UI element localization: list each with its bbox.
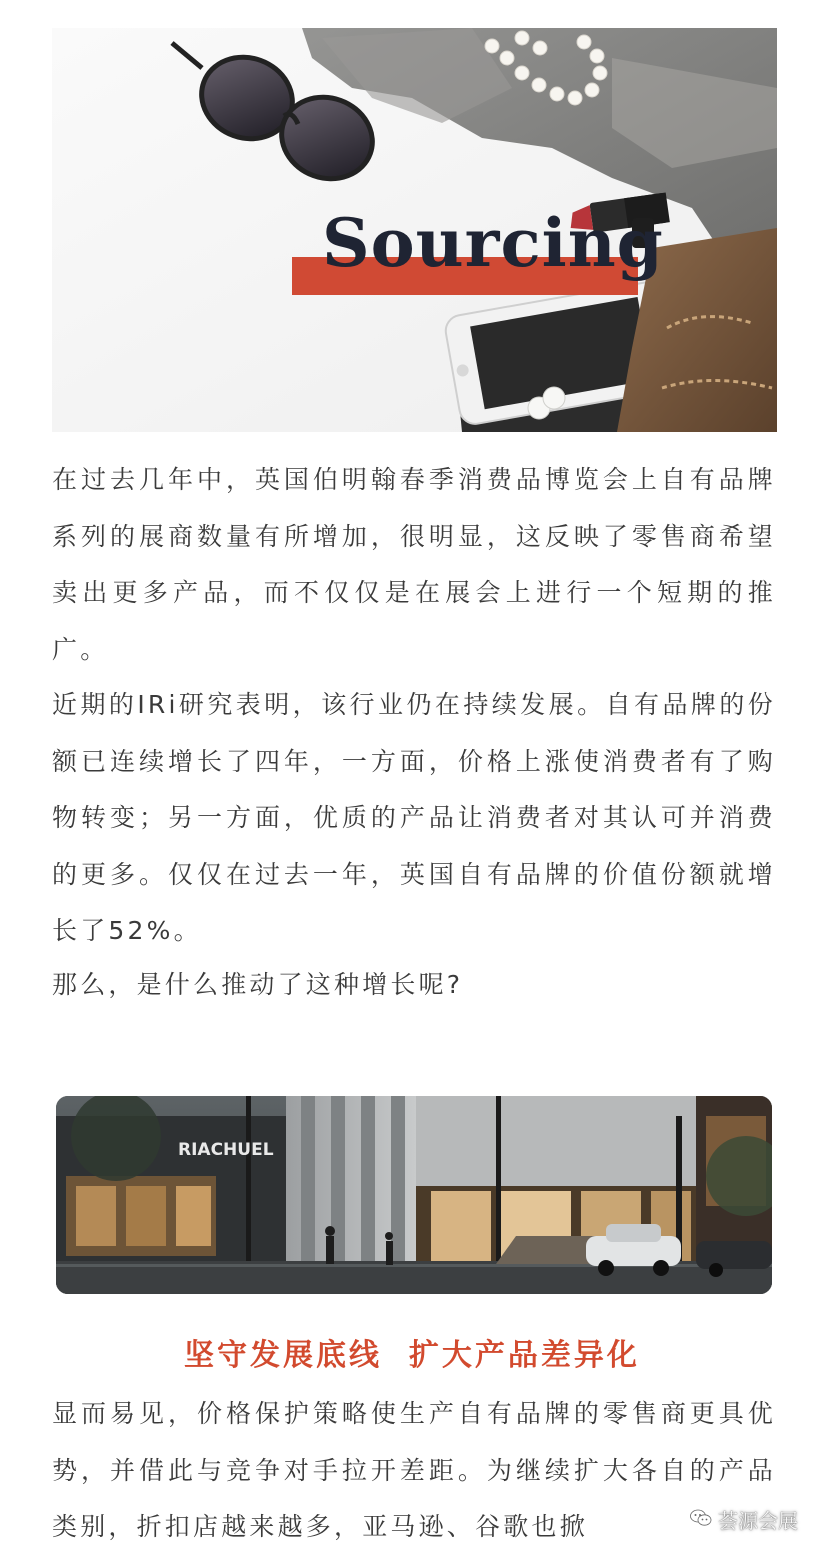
store-street-photo [56, 1096, 772, 1294]
article-paragraph: 近期的IRi研究表明，该行业仍在持续发展。自有品牌的份额已连续增长了四年，一方面，价格上涨使消费者有了购物转变；另一方面，优质的产品让消费者对其认可并消费的更多。仅仅在过去一年，英国自有品牌的价值份额就增长了52%。 [52, 690, 776, 945]
article-paragraph: 显而易见，价格保护策略使生产自有品牌的零售商更具优势，并借此与竞争对手拉开差距。为继续扩大各自的产品类别，折扣店越来越多，亚马逊、谷歌也掀 [52, 1399, 776, 1541]
wechat-icon [690, 1508, 712, 1532]
store-street-illustration [56, 1096, 772, 1294]
section-heading: 坚守发展底线 扩大产品差异化 [184, 1338, 640, 1373]
hero-title: Sourcing [322, 204, 664, 282]
article-paragraph: 在过去几年中，英国伯明翰春季消费品博览会上自有品牌系列的展商数量有所增加，很明显，这反映了零售商希望卖出更多产品，而不仅仅是在展会上进行一个短期的推广。 [52, 465, 776, 664]
store-sign: RIACHUEL [178, 1140, 274, 1160]
article-paragraph: 那么，是什么推动了这种增长呢? [52, 970, 464, 999]
hero-image [52, 28, 777, 432]
watermark-text: 荟源会展 [718, 1509, 798, 1533]
watermark [690, 1505, 798, 1534]
